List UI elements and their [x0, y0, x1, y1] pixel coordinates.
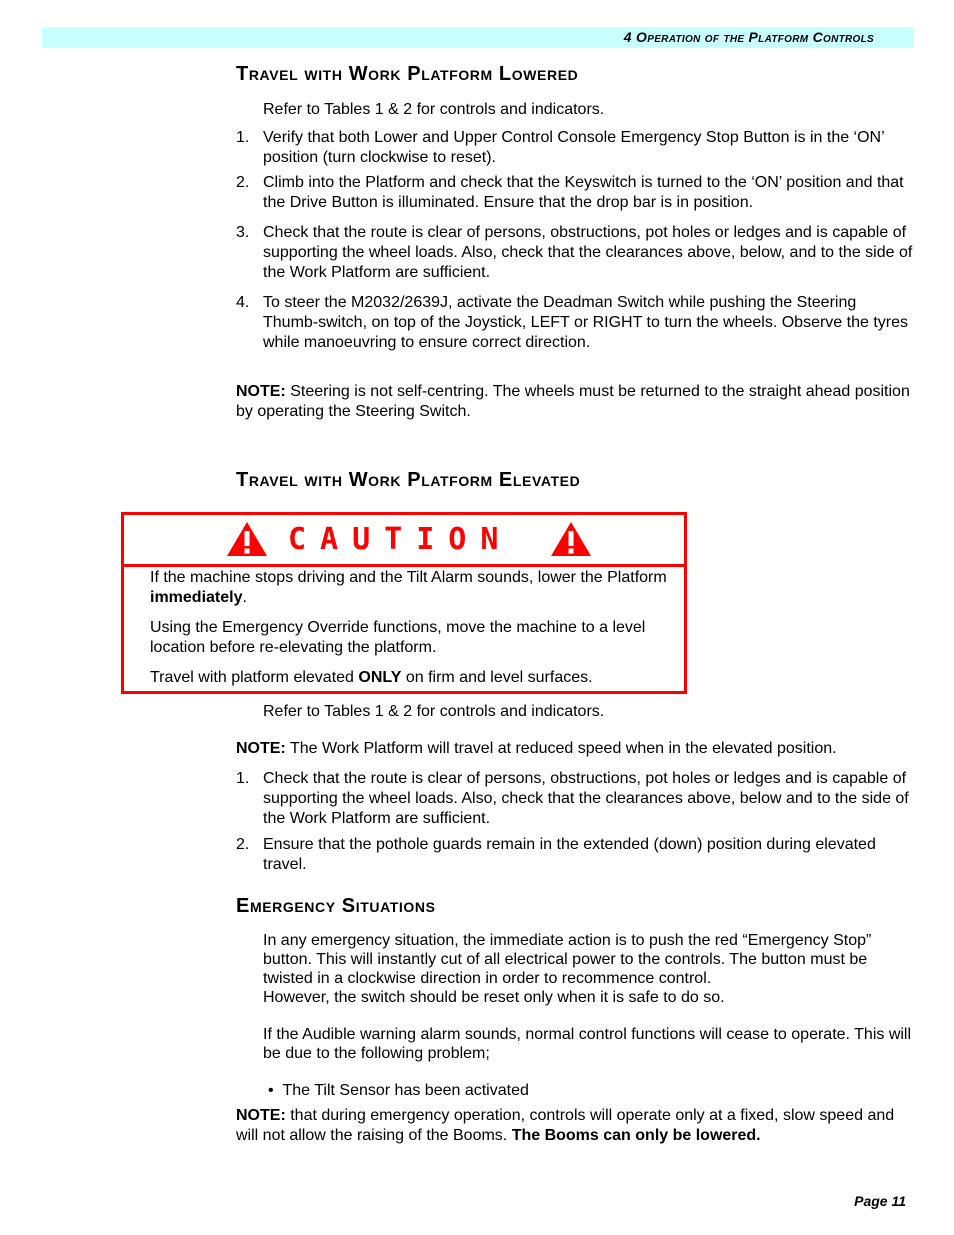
note-label: NOTE: [236, 383, 286, 400]
caution-emphasis: ONLY [358, 669, 402, 686]
list-item: Check that the route is clear of persons, obstructions, pot holes or ledges and is capable of supporting the wheel loads. Also, check that the clearances above, below and to the side of the Work Platform are sufficient. [263, 770, 909, 827]
section2-intro: Refer to Tables 1 & 2 for controls and indicators. [263, 703, 605, 720]
note-steering [236, 382, 914, 422]
header-section-title: 4 Operation of the Platform Controls [623, 29, 874, 45]
note-text: Steering is not self-centring. The wheels must be returned to the straight ahead position by operating the Steering Switch. [236, 383, 910, 420]
list-number: 1. [236, 770, 250, 787]
list-number: 3. [236, 224, 250, 241]
section1-intro: Refer to Tables 1 & 2 for controls and indicators. [263, 101, 605, 118]
caution-word: CAUTION [288, 522, 513, 557]
list-item: Check that the route is clear of persons, obstructions, pot holes or ledges and is capable of supporting the wheel loads. Also, check that the clearances above, below, and to the side of the Work Platform are sufficient. [263, 224, 913, 281]
note-text: The Work Platform will travel at reduced speed when in the elevated position. [285, 740, 837, 757]
caution-text: If the machine stops driving and the Tilt Alarm sounds, lower the Platform [150, 569, 667, 586]
note-emergency [236, 1106, 914, 1146]
emergency-para-2: If the Audible warning alarm sounds, normal control functions will cease to operate. This will be due to the following problem; [263, 1026, 912, 1062]
note-label: NOTE: [236, 1107, 286, 1124]
note-label: NOTE: [236, 740, 286, 757]
list-number: 1. [236, 129, 250, 146]
page-number: Page 11 [854, 1193, 906, 1209]
caution-text: on firm and level surfaces. [401, 669, 593, 686]
caution-header [124, 515, 684, 567]
section-title-lowered: Travel with Work Platform Lowered [236, 63, 579, 85]
list-number: 2. [236, 836, 250, 853]
caution-line-override: Using the Emergency Override functions, move the machine to a level location before re-elevating the platform. [150, 619, 646, 656]
bullet-text: The Tilt Sensor has been activated [282, 1082, 529, 1099]
list-item: Climb into the Platform and check that the Keyswitch is turned to the ‘ON’ position and that the Drive Button is illuminated. Ensure that the drop bar is in position. [263, 174, 904, 211]
caution-text: . [242, 589, 247, 606]
emergency-para-1b: However, the switch should be reset only when it is safe to do so. [263, 989, 725, 1006]
emergency-para-1: In any emergency situation, the immediate action is to push the red “Emergency Stop” button. This will instantly cut of all electrical power to the controls. The button must be twisted in a clockwise direction in order to recommence control. [263, 932, 872, 987]
list-number: 2. [236, 174, 250, 191]
list-item: Verify that both Lower and Upper Control Console Emergency Stop Button is in the ‘ON’ position (turn clockwise to reset). [263, 129, 885, 166]
note-text: that during emergency operation, controls will operate only at a fixed, slow speed and will not allow the raising of the Booms. [236, 1107, 895, 1144]
warning-triangle-icon [226, 521, 268, 557]
note-emphasis: The Booms can only be lowered. [511, 1127, 761, 1144]
bullet-item [268, 1081, 529, 1101]
list-item: To steer the M2032/2639J, activate the Deadman Switch while pushing the Steering Thumb-switch, on top of the Joystick, LEFT or RIGHT to turn the wheels. Observe the tyres while manoeuvring to ensure correct direction. [263, 294, 908, 351]
list-number: 4. [236, 294, 250, 311]
note-reduced-speed [236, 739, 914, 759]
caution-text: Travel with platform elevated [150, 669, 359, 686]
warning-triangle-icon [550, 521, 592, 557]
caution-line-tilt [150, 568, 670, 608]
list-item: Ensure that the pothole guards remain in the extended (down) position during elevated travel. [263, 836, 876, 873]
caution-line-surfaces [150, 668, 670, 688]
caution-box [121, 512, 687, 694]
section-title-emergency: Emergency Situations [236, 895, 436, 917]
section-title-elevated: Travel with Work Platform Elevated [236, 469, 581, 491]
caution-emphasis: immediately [150, 589, 243, 606]
bullet-dot-icon: • [268, 1082, 274, 1099]
running-header [42, 27, 914, 48]
